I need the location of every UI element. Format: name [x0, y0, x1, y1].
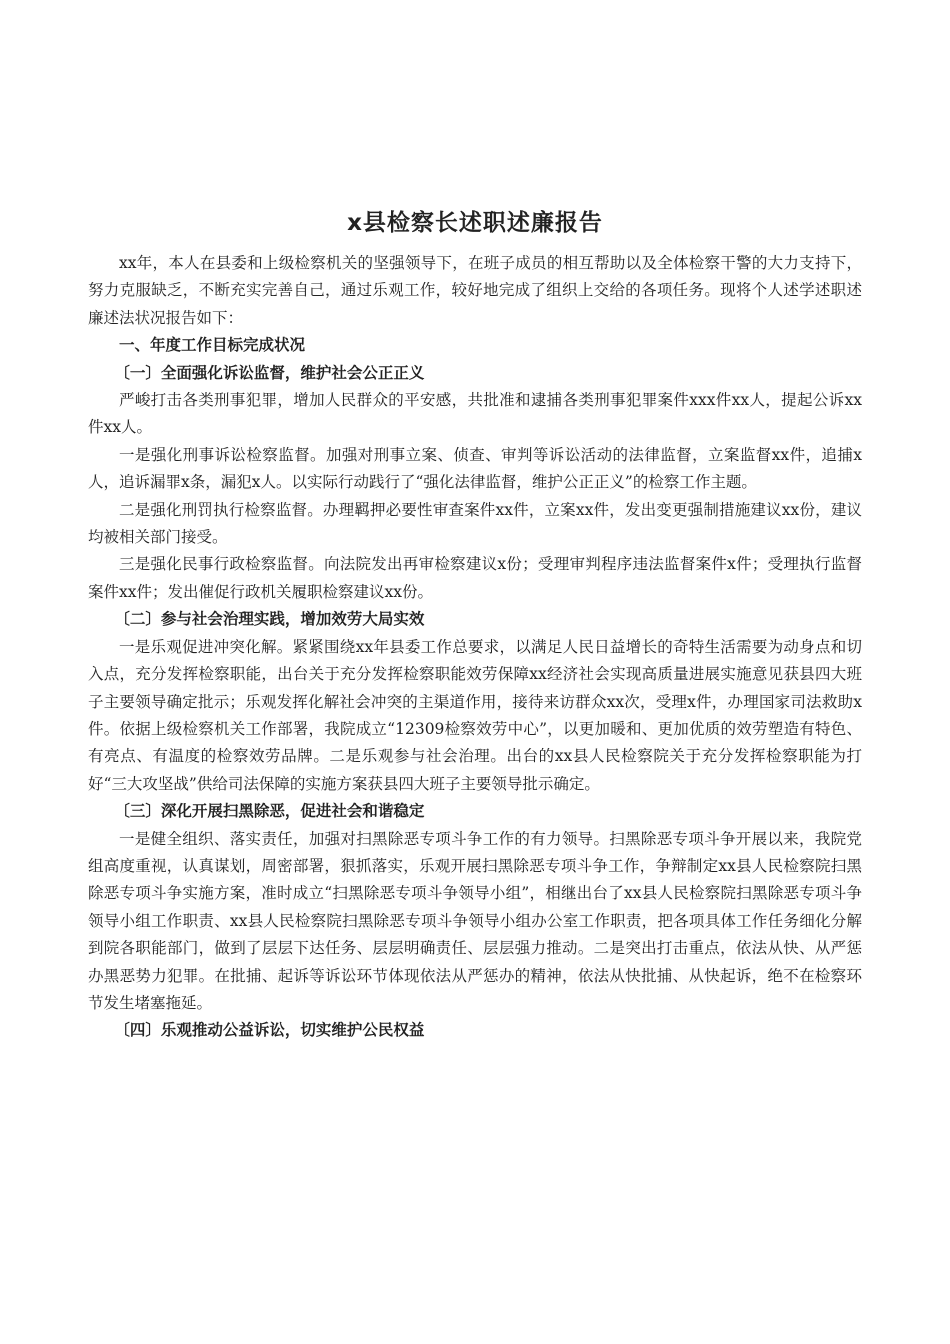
paragraph: 一是强化刑事诉讼检察监督。加强对刑事立案、侦查、审判等诉讼活动的法律监督，立案监督xx件，追捕x人，追诉漏罪x条，漏犯x人。以实际行动践行了“强化法律监督，维护公正正义”的检察工作主题。	[88, 445, 862, 492]
paragraph: 严峻打击各类刑事犯罪，增加人民群众的平安感，共批准和逮捕各类刑事犯罪案件xxx件xx人，提起公诉xx件xx人。	[88, 391, 862, 437]
paragraph: 一是乐观促进冲突化解。紧紧围绕xx年县委工作总要求，以满足人民日益增长的奇特生活需要为动身点和切入点，充分发挥检察职能，出台关于充分发挥检察职能效劳保障xx经济社会实现高质量进展实施意见获县四大班子主要领导确定批示；乐观发挥化解社会冲突的主渠道作用，接待来访群众xx次，受理x件，办理国家司法救助x件。依据上级检察机关工作部署，我院成立“12309检察效劳中心”，以更加暖和、更加优质的效劳塑造有特色、有亮点、有温度的检察效劳品牌。二是乐观参与社会治理。出台的xx县人民检察院关于充分发挥检察职能为打好“三大攻坚战”供给司法保障的实施方案获县四大班子主要领导批示确定。	[88, 637, 862, 793]
section-heading-1: 一、年度工作目标完成状况	[119, 336, 306, 355]
paragraph: 二是强化刑罚执行检察监督。办理羁押必要性审查案件xx件，立案xx件，发出变更强制措施建议xx份，建议均被相关部门接受。	[88, 500, 862, 547]
subsection-heading-2: 〔二〕参与社会治理实践，增加效劳大局实效	[114, 610, 425, 629]
subsection-heading-3: 〔三〕深化开展扫黑除恶，促进社会和谐稳定	[114, 802, 425, 821]
paragraph: 三是强化民事行政检察监督。向法院发出再审检察建议x份；受理审判程序违法监督案件x件；受理执行监督案件xx件；发出催促行政机关履职检察建议xx份。	[88, 555, 862, 601]
intro-paragraph: xx年，本人在县委和上级检察机关的坚强领导下，在班子成员的相互帮助以及全体检察干警的大力支持下，努力克服缺乏，不断充实完善自己，通过乐观工作，较好地完成了组织上交给的各项任务。现将个人述学述职述廉述法状况报告如下：	[88, 254, 862, 327]
document-page	[88, 208, 862, 1045]
subsection-heading-1: 〔一〕全面强化诉讼监督，维护社会公正正义	[114, 363, 425, 382]
paragraph: 一是健全组织、落实责任，加强对扫黑除恶专项斗争工作的有力领导。扫黑除恶专项斗争开展以来，我院党组高度重视，认真谋划，周密部署，狠抓落实，乐观开展扫黑除恶专项斗争工作，争辩制定xx县人民检察院扫黑除恶专项斗争实施方案，准时成立“扫黑除恶专项斗争领导小组”，相继出台了xx县人民检察院扫黑除恶专项斗争领导小组工作职责、xx县人民检察院扫黑除恶专项斗争领导小组办公室工作职责，把各项具体工作任务细化分解到院各职能部门，做到了层层下达任务、层层明确责任、层层强力推动。二是突出打击重点，依法从快、从严惩办黑恶势力犯罪。在批捕、起诉等诉讼环节体现依法从严惩办的精神，依法从快批捕、从快起诉，绝不在检察环节发生堵塞拖延。	[88, 829, 862, 1012]
document-title: x县检察长述职述廉报告	[347, 210, 603, 236]
subsection-heading-4: 〔四〕乐观推动公益诉讼，切实维护公民权益	[114, 1021, 425, 1040]
